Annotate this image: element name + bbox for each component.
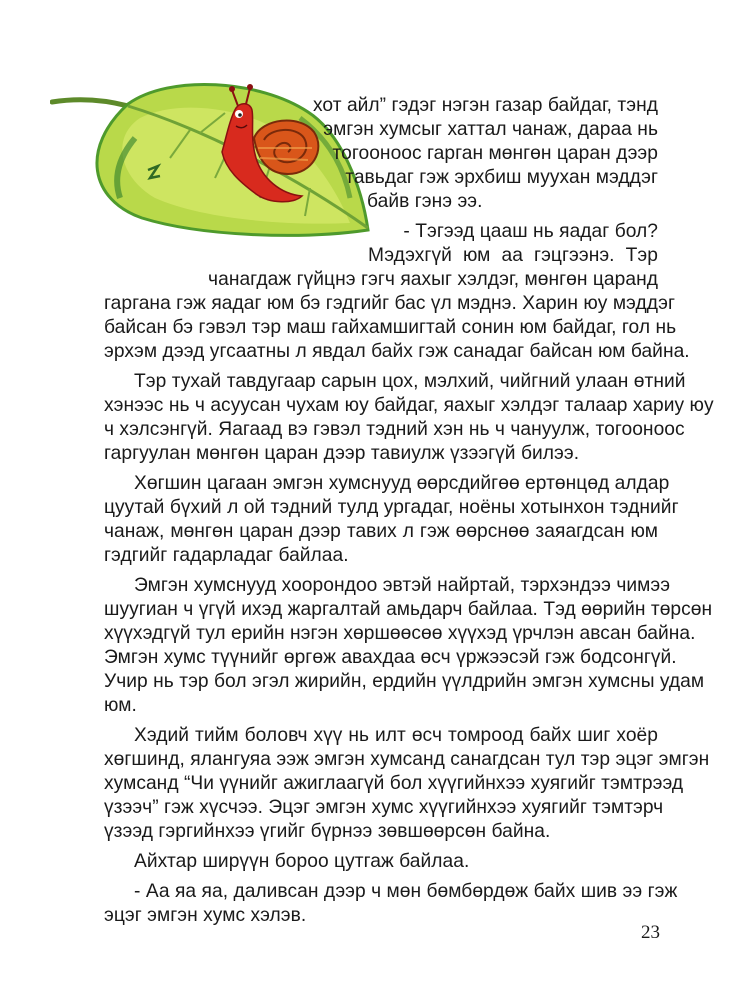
text-line: эцэг эмгэн хумс хэлэв. [104,905,307,926]
paragraph-first-line: Хэдий тийм боловч хүү нь илт өсч томроод байх шиг хоёр [134,725,658,746]
text-line: хүүхэдгүй тул ерийн нэгэн хөршөөсөө хүүхэд үрчлэн авсан байна. [104,623,696,644]
text-line: эрхэм дээд угсаатны л явдал байх гэж санадаг байсан юм байна. [104,341,690,362]
paragraph-first-line: Хөгшин цагаан эмгэн хумснууд өөрсдийгөө ертөнцөд алдар [134,473,670,494]
text-line: шуугиан ч үгүй ихэд жаргалтай амьдарч байлаа. Тэд өөрийн төрсөн [104,599,713,620]
text-line: хумсанд “Чи үүнийг ажиглаагүй бол хүүгийнхээ хуягийг тэмтрээд [104,773,684,794]
text-line: хөгшинд, ялангуяа ээж эмгэн хумсанд санагдсан тул тэр эцэг эмгэн [104,749,710,770]
text-line: хэнээс нь ч асуусан чухам юу байдаг, яахыг хэлдэг талаар хариу юу [104,395,714,416]
text-line: ч хэлсэнгүй. Яагаад вэ гэвэл тэдний хэн нь ч чануулж, тогооноос [104,419,685,440]
paragraph-first-line: Айхтар ширүүн бороо цутгаж байлаа. [134,851,470,872]
text-line: байсан бэ гэвэл тэр маш гайхамшигтай сонин юм байдаг, гол нь [104,317,677,338]
paragraph-first-line: Тэр тухай тавдугаар сарын цох, мэлхий, чийгний улаан өтний [134,371,686,392]
text-line: чанагдаж гүйцнэ гэгч яахыг хэлдэг, мөнгөн царанд [208,269,658,290]
text-line: Эмгэн хумс түүнийг өргөж авахдаа өсч үржээсэй гэж бодсонгүй. [104,647,677,668]
text-line: үзээч” гэж хүсчээ. Эцэг эмгэн хумс хүүгийнхээ хуягийг тэмтэрч [104,797,664,818]
text-line: байв гэнэ ээ. [367,191,483,212]
paragraph-first-line: - Аа яа яа, даливсан дээр ч мөн бөмбөрдөж байх шив ээ гэж [134,881,678,902]
text-line: тогооноос гарган мөнгөн царан дээр [332,143,658,164]
text-line: гаргана гэж яадаг юм бэ гэдгийг бас үл мэднэ. Харин юу мэддэг [104,293,676,314]
text-line: гаргуулан мөнгөн царан дээр тавиулж үзээгүй билээ. [104,443,580,464]
text-line: хот айл” гэдэг нэгэн газар байдаг, тэнд [313,95,658,116]
text-line: Мэдэхгүй юм аа гэцгээнэ. Тэр [368,245,658,266]
page-number: 23 [641,922,660,943]
paragraph-first-line: Эмгэн хумснууд хоорондоо эвтэй найртай, тэрхэндээ чимээ [134,575,671,596]
text-line: тавьдаг гэж эрхбиш муухан мэддэг [345,167,658,188]
text-line: эмгэн хумсыг хаттал чанаж, дараа нь [323,119,658,140]
text-line: - Тэгээд цааш нь яадаг бол? [403,221,658,242]
text-line: цуутай бүхий л ой тэдний тулд ургадаг, ноёны хотынхон тэднийг [104,497,679,518]
text-line: үзээд гэргийнхээ үгийг бүрнээ зөвшөөрсөн байна. [104,821,551,842]
text-line: Учир нь тэр бол эгэл жирийн, ердийн үүлдрийн эмгэн хумсны удам [104,671,705,692]
text-line: юм. [104,695,137,716]
text-line: чанаж, мөнгөн царан дээр тавих л гэж өөрснөө заяагдсан юм [104,521,658,542]
text-line: гэдгийг гадарладаг байлаа. [104,545,349,566]
